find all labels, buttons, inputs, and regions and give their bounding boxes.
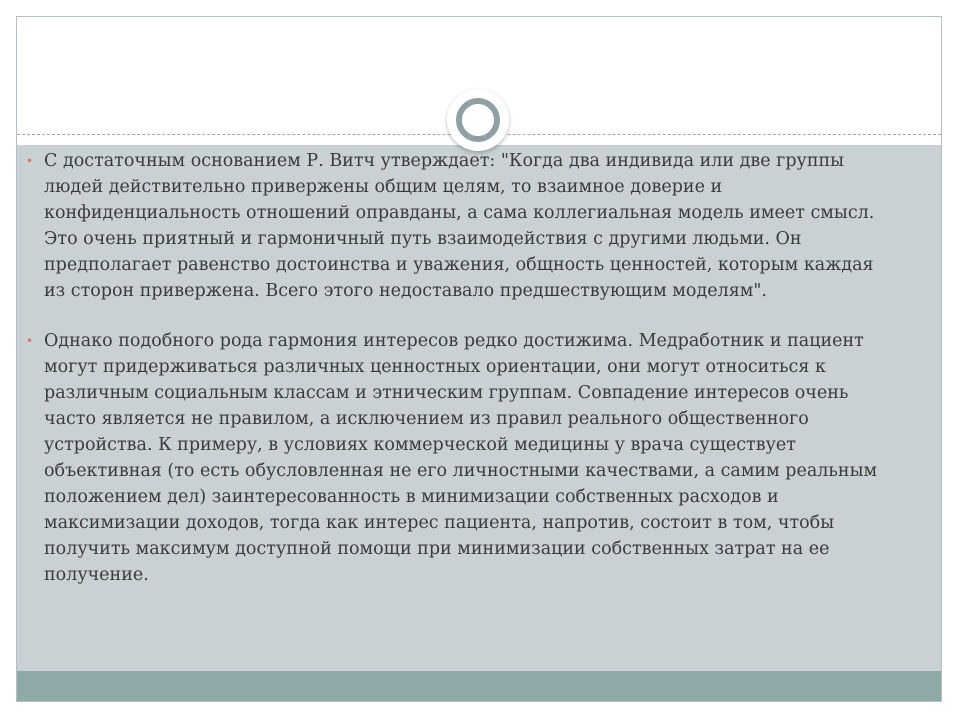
bullet-marker-icon: • (26, 154, 34, 168)
bullet-marker-icon: • (26, 334, 34, 348)
bullet-text-1: С достаточным основанием Р. Витч утверждает: "Когда два индивида или две группы людей действительно привержены общим целям, то взаимное доверие и конфиденциальность отношений оправданы, а сама коллегиальная модель имеет смысл. Это очень приятный и гармоничный путь взаимодействия с другими людьми. Он предполагает равенство достоинства и уважения, общность ценностей, которым каждая из сторон привержена. Всего этого недоставало предшествующим моделям". (44, 151, 875, 301)
bullet-list (26, 148, 898, 612)
ring-ornament-icon (447, 89, 509, 151)
bullet-item-1 (26, 148, 898, 304)
footer-band (17, 671, 941, 702)
ring-inner (456, 98, 500, 142)
bullet-text-2: Однако подобного рода гармония интересов редко достижима. Медработник и пациент могут придерживаться различных ценностных ориентации, они могут относиться к различным социальным классам и этническим группам. Совпадение интересов очень часто является не правилом, а исключением из правил реального общественного устройства. К примеру, в условиях коммерческой медицины у врача существует объективная (то есть обусловленная не его личностными качествами, а самим реальным положением дел) заинтересованность в минимизации собственных расходов и максимизации доходов, тогда как интерес пациента, напротив, состоит в том, чтобы получить максимум доступной помощи при минимизации собственных затрат на ее получение. (44, 331, 878, 585)
bullet-item-2 (26, 328, 898, 588)
